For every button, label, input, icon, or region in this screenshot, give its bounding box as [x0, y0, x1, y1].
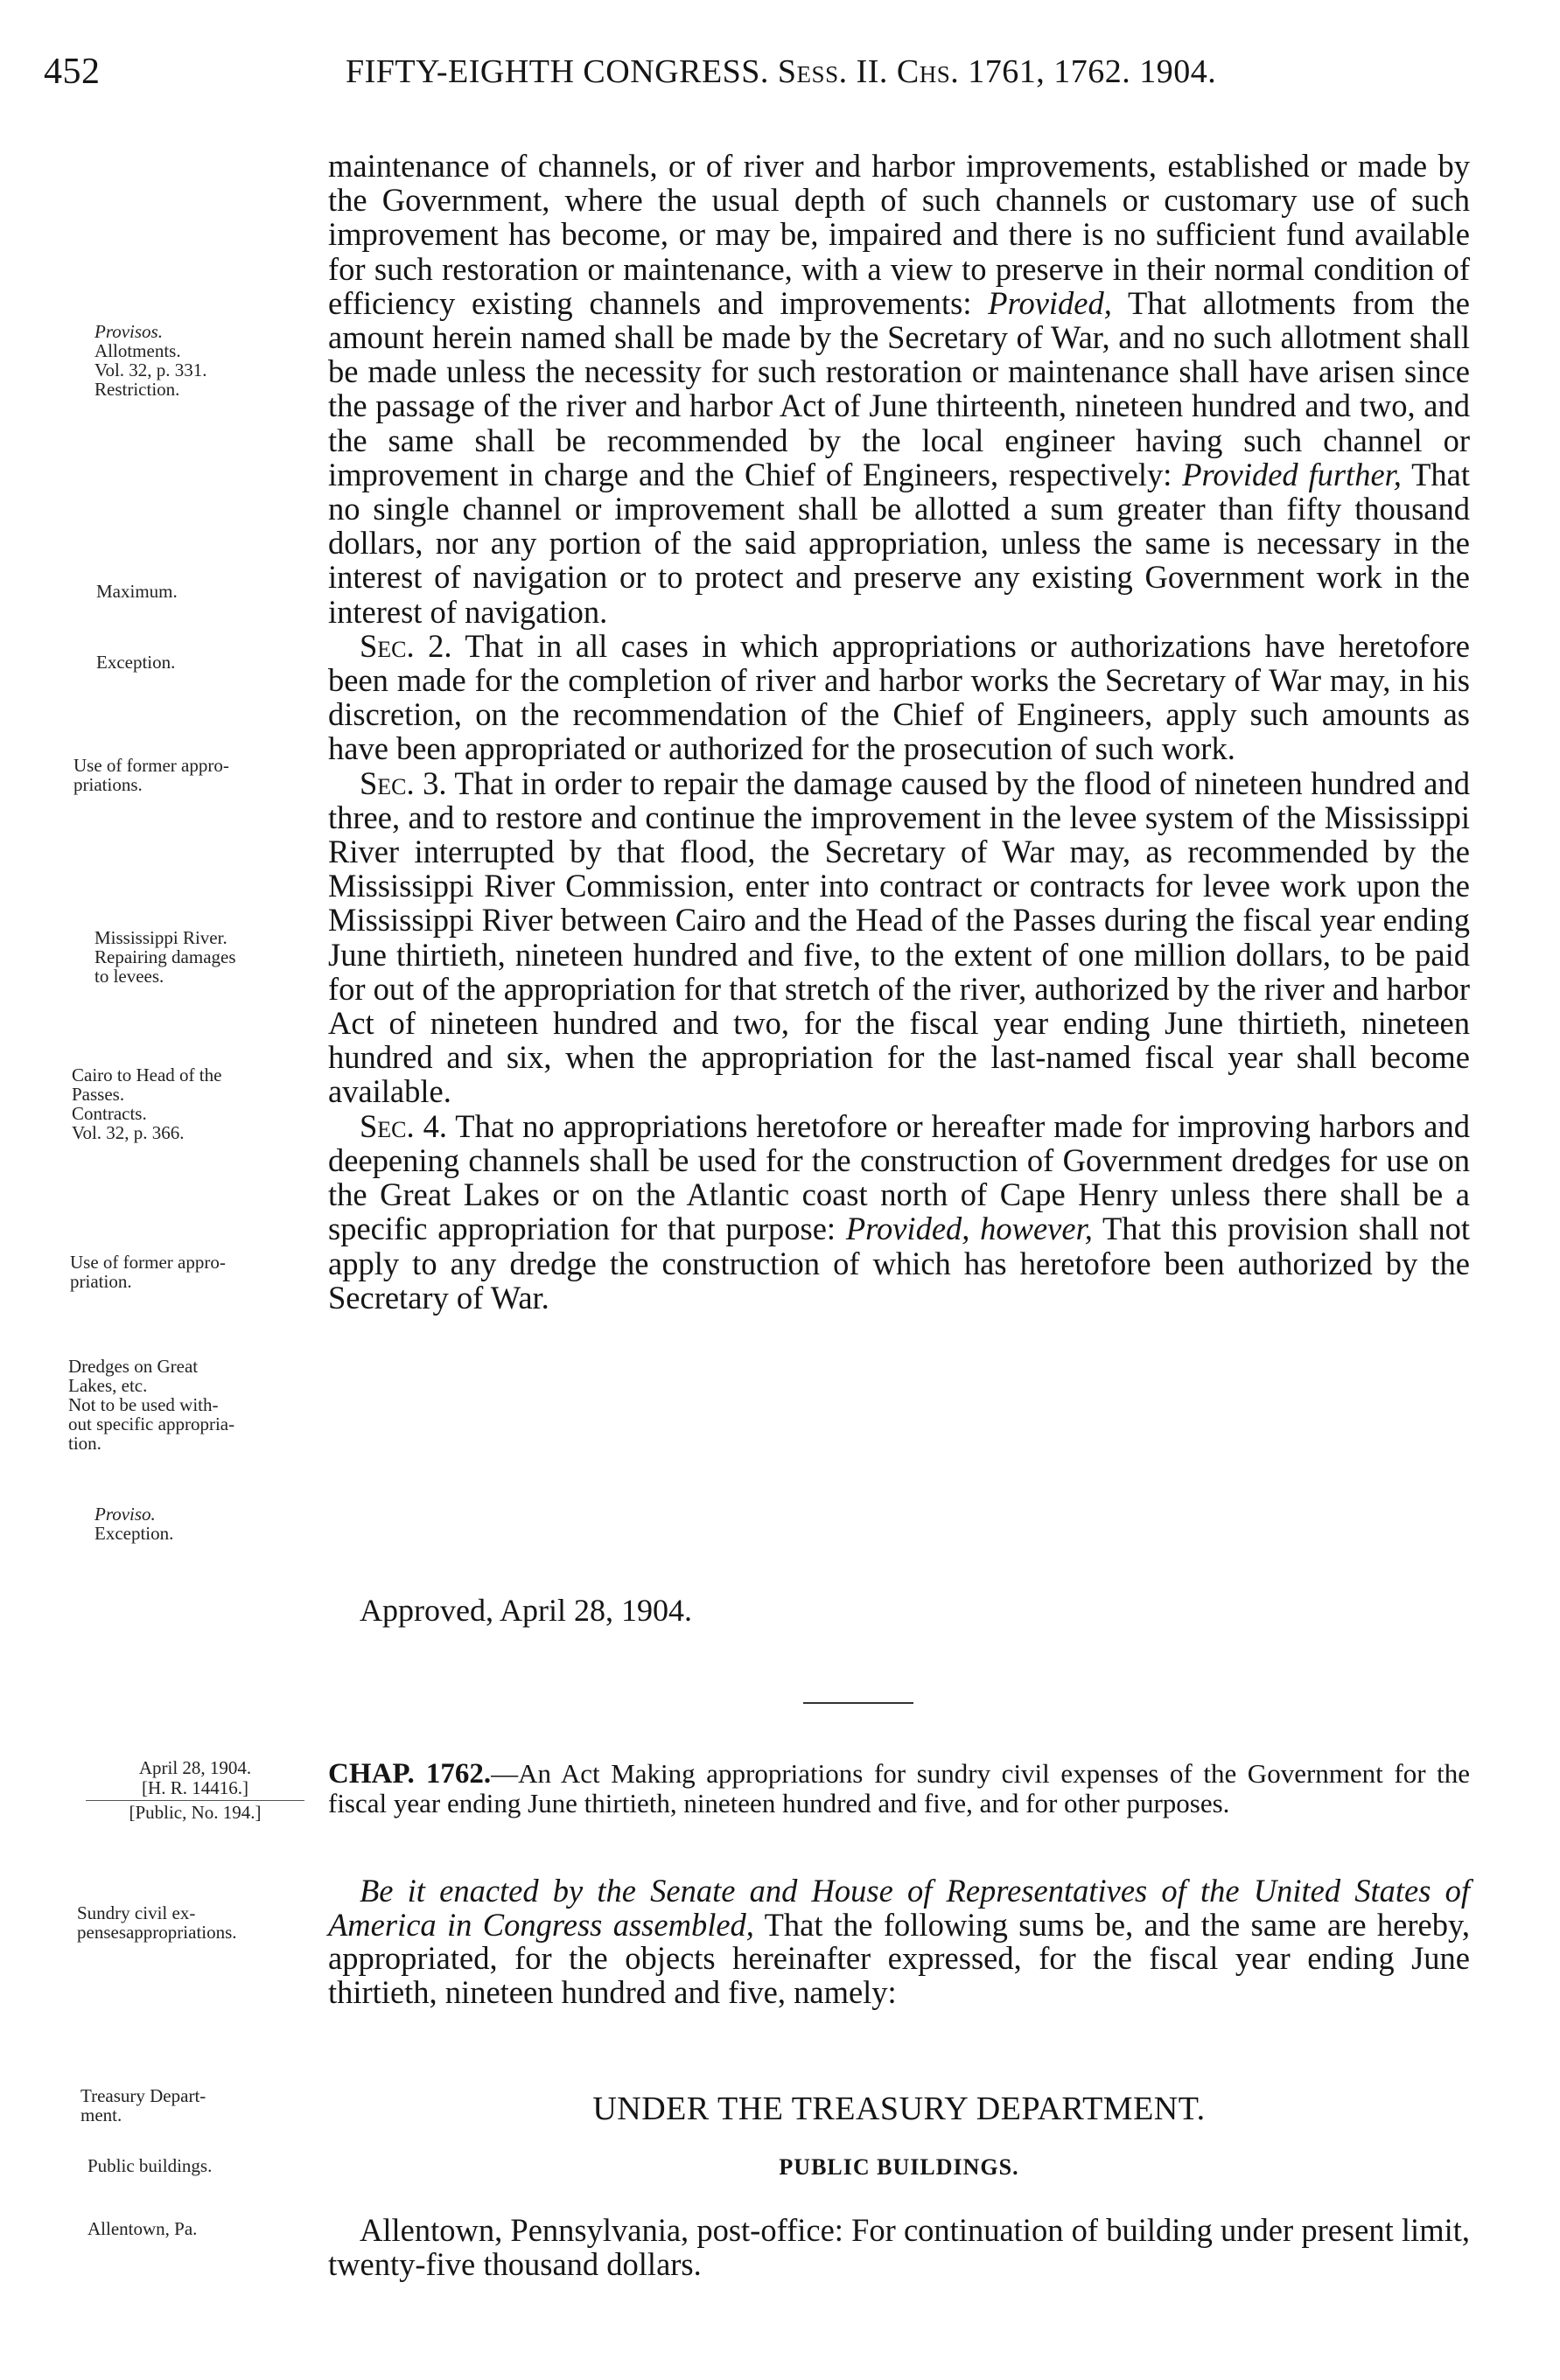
bill-public-number: [Public, No. 194.]	[129, 1802, 262, 1823]
margin-text: Use of former appro-	[73, 755, 229, 776]
bill-date: April 28, 1904.	[138, 1757, 252, 1778]
margin-text: Passes.	[72, 1084, 125, 1105]
margin-text: Provisos.	[94, 321, 163, 342]
margin-text: tion.	[68, 1433, 101, 1454]
margin-text: priations.	[73, 774, 143, 795]
text-run: That allotments from the amount herein named shall be made by the Secretary of War, and no such allotment shall be made unless the necessity for such restoration or maintenance shall have arisen since the passage of the river and harbor Act of June thirteenth, nineteen hundred and two, and the same shall be recommended by the local engineer having such channel or improvement in charge and the Chief of Engineers, respectively:	[328, 284, 1470, 492]
enacting-block	[328, 1874, 1470, 2010]
margin-text: priation.	[70, 1271, 132, 1292]
section-label: Sec. 4.	[360, 1107, 447, 1144]
margin-note-dredges	[68, 1357, 234, 1453]
running-head-year: 1904.	[1139, 53, 1217, 90]
running-head-session: Sess. II.	[777, 53, 897, 90]
margin-note-proviso	[94, 1504, 173, 1543]
text-run: That in order to repair the damage caused by the flood of nineteen hundred and three, and to restore and continue the improvement in the levee system of the Mississippi River interrupted by that flood, the Secretary of War may, as recommended by the Mississippi River Commission, enter into contract or contracts for levee work upon the Mississippi River between Cairo and the Head of the Passes during the fiscal year ending June thirtieth, nineteen hundred and five, to the extent of one million dollars, to be paid for out of the appropriation for that stretch of the river, authorized by the river and harbor Act of nineteen hundred and two, for the fiscal year ending June thirtieth, nineteen hundred and six, when the appropriation for the last-named fiscal year shall become available.	[328, 764, 1470, 1110]
approved-line: Approved, April 28, 1904.	[360, 1593, 692, 1628]
running-head-title: FIFTY-EIGHTH CONGRESS.	[346, 53, 778, 90]
chapter-description: —An Act Making appropriations for sundry civil expenses of the Government for the fiscal year ending June thirtieth, nineteen hundred and five, and for other purposes.	[328, 1758, 1470, 1818]
text-run-italic: Provided, however,	[845, 1211, 1093, 1247]
section-label: Sec. 3.	[360, 764, 447, 801]
bill-reference-divider	[86, 1800, 304, 1801]
text-run: That this provision shall not apply to any dredge the construction of which has heretofore been authorized by the Secretary of War.	[328, 1211, 1471, 1316]
margin-text: Cairo to Head of the	[72, 1064, 222, 1085]
chapter-title	[328, 1759, 1470, 1818]
section-label: Sec. 2.	[360, 627, 452, 664]
margin-text: Proviso.	[94, 1504, 156, 1525]
chapter-label: CHAP. 1762.	[328, 1758, 492, 1790]
margin-text: Lakes, etc.	[68, 1375, 148, 1396]
allentown-paragraph: Allentown, Pennsylvania, post-office: For continuation of building under present limit, twenty-five thousand dollars.	[328, 2212, 1470, 2282]
subheading-public-buildings: PUBLIC BUILDINGS.	[779, 2154, 1019, 2180]
margin-note-maximum: Maximum.	[96, 581, 178, 602]
margin-note-mississippi	[94, 928, 236, 986]
margin-text: Exception.	[94, 1523, 174, 1544]
margin-note-public-buildings: Public buildings.	[87, 2155, 213, 2176]
paragraph-sec-2	[328, 629, 1470, 766]
margin-note-use-of-former-appropriations	[73, 756, 229, 794]
margin-text: ment.	[80, 2104, 122, 2125]
enacting-clause: Be it enacted by the Senate and House of Representatives of the United States of America in Congress assembled,	[328, 1873, 1470, 1943]
bill-hr-number: [H. R. 14416.]	[142, 1777, 248, 1798]
margin-text: Restriction.	[94, 379, 180, 400]
margin-text: Use of former appro-	[70, 1252, 226, 1273]
department-heading: UNDER THE TREASURY DEPARTMENT.	[592, 2090, 1206, 2127]
margin-note-use-of-former-appropriation	[70, 1253, 226, 1291]
paragraph-sec-4	[328, 1109, 1470, 1315]
margin-text: Repairing damages	[94, 946, 236, 967]
page-header	[44, 51, 1470, 103]
enacting-text: That the following sums be, and the same are hereby, appropriated, for the objects hereinafter expressed, for the fiscal year ending June thirtieth, nineteen hundred and five, namely:	[328, 1906, 1470, 2011]
margin-text: Vol. 32, p. 366.	[72, 1122, 185, 1143]
margin-text: to levees.	[94, 966, 164, 987]
running-head-chapters: Chs. 1761, 1762.	[896, 53, 1140, 90]
text-run: That in all cases in which appropriations or authorizations have heretofore been made for the completion of river and harbor works the Secretary of War may, in his discretion, on the recommendation of the Chief of Engineers, apply such amounts as have been appropriated or authorized for the prosecution of such work.	[328, 627, 1470, 767]
running-head	[346, 52, 1216, 91]
bill-reference	[68, 1758, 322, 1823]
margin-note-allentown: Allentown, Pa.	[87, 2218, 198, 2239]
margin-text: Vol. 32, p. 331.	[94, 359, 207, 380]
text-run: That no appropriations heretofore or hereafter made for improving harbors and deepening channels shall be used for the construction of Government dredges for use on the Great Lakes or on the Atlantic coast north of Cape Henry unless there shall be a specific appropriation for that purpose:	[328, 1107, 1470, 1247]
margin-note-exception: Exception.	[96, 652, 176, 673]
text-run: That no single channel or improvement shall be allotted a sum greater than fifty thousand dollars, nor any portion of the said appropriation, unless the same is necessary in the interest of navigation or to protect and preserve any existing Government work in the interest of navigation.	[328, 456, 1470, 630]
margin-note-treasury	[80, 2086, 206, 2125]
paragraph-allotments	[328, 149, 1470, 629]
body-text-block	[328, 149, 1470, 1315]
margin-note-provisos	[94, 322, 207, 399]
paragraph-sec-3	[328, 766, 1470, 1109]
margin-text: Contracts.	[72, 1103, 147, 1124]
margin-text: Not to be used with-	[68, 1394, 219, 1415]
enacting-paragraph	[328, 1874, 1470, 2010]
page-number: 452	[44, 52, 101, 92]
margin-note-cairo	[72, 1065, 221, 1142]
margin-text: Mississippi River.	[94, 927, 227, 948]
text-run: maintenance of channels, or of river and harbor improvements, established or made by the Government, where the usual depth of such channels or customary use of such improvement has become, or may be, impaired and there is no sufficient fund available for such restoration or maintenance, with a view to preserve in their normal condition of efficiency existing channels and improvements:	[328, 148, 1470, 321]
margin-text: pensesappropriations.	[77, 1922, 237, 1943]
margin-text: Treasury Depart-	[80, 2085, 206, 2106]
margin-text: out specific appropria-	[68, 1413, 235, 1434]
margin-text: Sundry civil ex-	[77, 1902, 196, 1923]
allentown-block	[328, 2214, 1470, 2281]
text-run-italic: Provided further,	[1182, 456, 1402, 492]
margin-note-sundry-civil	[77, 1903, 237, 1942]
text-run-italic: Provided,	[988, 284, 1112, 321]
margin-text: Dredges on Great	[68, 1356, 199, 1377]
section-divider	[803, 1702, 913, 1704]
margin-text: Allotments.	[94, 340, 181, 361]
